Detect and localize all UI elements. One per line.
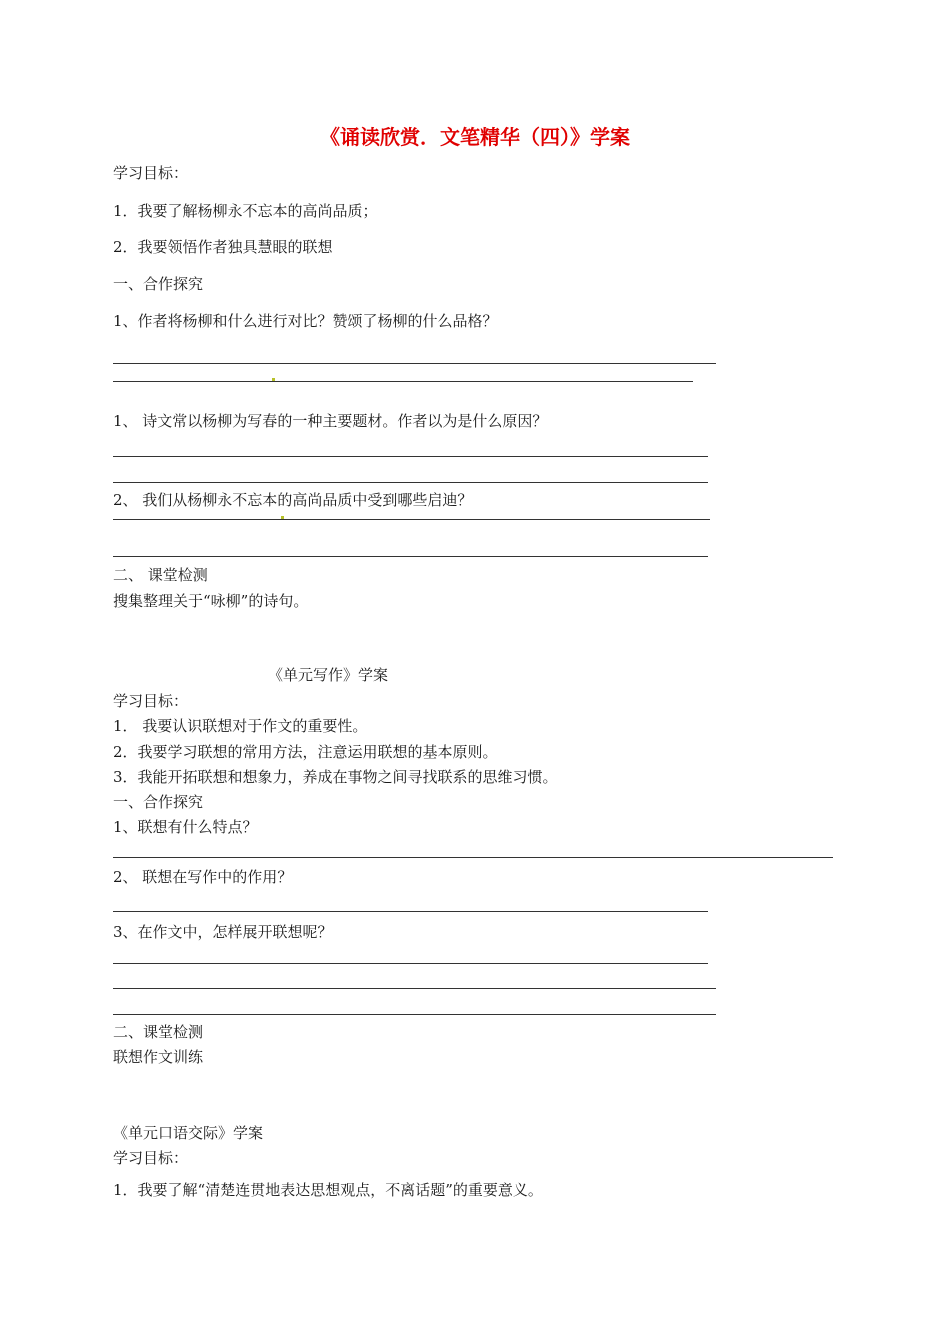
section3-goals-label: 学习目标： bbox=[113, 1149, 189, 1167]
section3-title: 《单元口语交际》学案 bbox=[113, 1124, 264, 1142]
answer-line bbox=[113, 988, 716, 989]
section1-goal-1: 1．我要了解杨柳永不忘本的高尚品质； bbox=[113, 202, 378, 220]
section2-question-1: 1、联想有什么特点？ bbox=[113, 818, 258, 836]
section2-goal-2: 2．我要学习联想的常用方法，注意运用联想的基本原则。 bbox=[113, 743, 498, 761]
section1-goal-2: 2．我要领悟作者独具慧眼的联想 bbox=[113, 238, 333, 256]
answer-line bbox=[113, 556, 708, 557]
answer-line bbox=[113, 456, 708, 457]
section2-goals-label: 学习目标： bbox=[113, 692, 189, 710]
section2-question-3: 3、在作文中，怎样展开联想呢？ bbox=[113, 923, 333, 941]
section1-question-2: 1、 诗文常以杨柳为写春的一种主要题材。作者以为是什么原因？ bbox=[113, 412, 548, 430]
section2-part2-heading: 二、课堂检测 bbox=[113, 1023, 204, 1041]
marker-dot bbox=[281, 516, 284, 519]
section1-question-1: 1、作者将杨柳和什么进行对比？赞颂了杨柳的什么品格？ bbox=[113, 312, 498, 330]
answer-line bbox=[113, 381, 693, 382]
section3-goal-1: 1．我要了解“清楚连贯地表达思想观点，不离话题”的重要意义。 bbox=[113, 1181, 543, 1199]
answer-line bbox=[113, 519, 710, 520]
section1-goals-label: 学习目标： bbox=[113, 164, 189, 182]
section1-part1-heading: 一、合作探究 bbox=[113, 275, 204, 293]
section2-title: 《单元写作》学案 bbox=[268, 666, 389, 684]
answer-line bbox=[113, 857, 833, 858]
section2-part1-heading: 一、合作探究 bbox=[113, 793, 204, 811]
answer-line bbox=[113, 911, 708, 912]
answer-line bbox=[113, 482, 708, 483]
section1-title: 《诵读欣赏．文笔精华（四）》学案 bbox=[320, 125, 630, 149]
section1-question-3: 2、 我们从杨柳永不忘本的高尚品质中受到哪些启迪？ bbox=[113, 491, 473, 509]
answer-line bbox=[113, 1014, 716, 1015]
section2-task: 联想作文训练 bbox=[113, 1048, 204, 1066]
section2-goal-3: 3．我能开拓联想和想象力，养成在事物之间寻找联系的思维习惯。 bbox=[113, 768, 558, 786]
answer-line bbox=[113, 963, 708, 964]
marker-dot bbox=[272, 378, 275, 381]
answer-line bbox=[113, 363, 716, 364]
section2-question-2: 2、 联想在写作中的作用？ bbox=[113, 868, 293, 886]
section2-goal-1: 1． 我要认识联想对于作文的重要性。 bbox=[113, 717, 368, 735]
section1-part2-heading: 二、 课堂检测 bbox=[113, 566, 208, 584]
section1-task: 搜集整理关于“咏柳”的诗句。 bbox=[113, 592, 309, 610]
